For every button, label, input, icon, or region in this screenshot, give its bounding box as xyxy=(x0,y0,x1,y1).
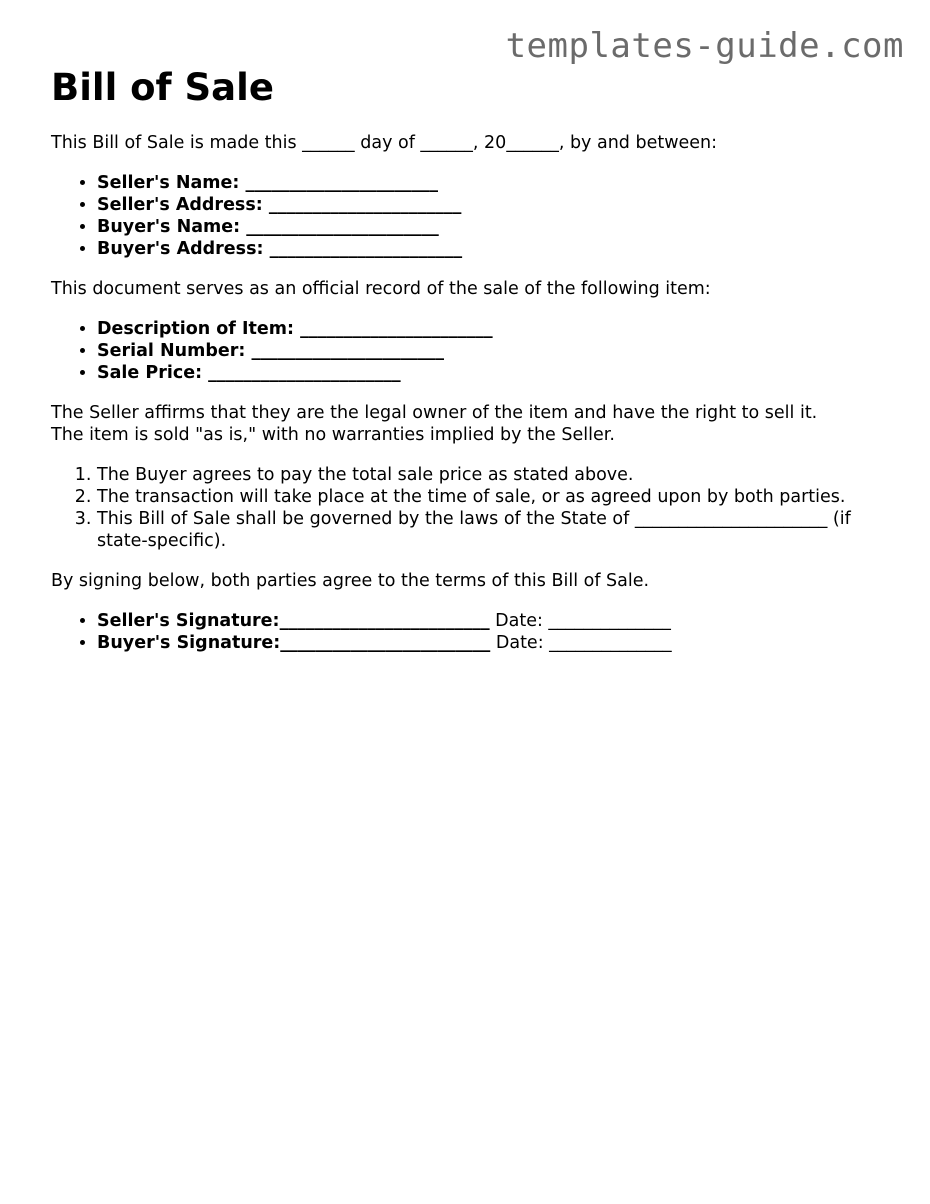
affirmation-line-1: The Seller affirms that they are the legal owner of the item and have the right to sell it. xyxy=(51,403,818,423)
list-item-buyers-name xyxy=(97,216,901,238)
document-body xyxy=(51,64,901,654)
affirmation-line-2: The item is sold "as is," with no warranties implied by the Seller. xyxy=(51,425,615,445)
terms-list xyxy=(51,464,901,552)
term-item: 2. The transaction will take place at the time of sale, or as agreed upon by both parties. xyxy=(97,486,901,508)
signature-list xyxy=(51,610,901,654)
intro-text: This Bill of Sale is made this ______ day of ______, 20______, by and between: xyxy=(51,133,718,153)
list-item-buyer-signature xyxy=(97,632,901,654)
field-label: Seller's Address: xyxy=(97,195,263,215)
field-blank: ______________________ xyxy=(300,319,493,339)
list-item-sale-price xyxy=(97,362,901,384)
term-item: 3. This Bill of Sale shall be governed by the laws of the State of ______________________ (if state-specific). xyxy=(97,508,901,552)
field-label: Buyer's Name: xyxy=(97,217,241,237)
list-item-buyers-address xyxy=(97,238,901,260)
field-label: Description of Item: xyxy=(97,319,294,339)
field-blank: ______________________ xyxy=(269,239,463,259)
list-item-sellers-name xyxy=(97,172,901,194)
field-label: Sale Price: xyxy=(97,363,203,383)
signing-note: By signing below, both parties agree to the terms of this Bill of Sale. xyxy=(51,571,650,591)
list-item-serial-number xyxy=(97,340,901,362)
page-title: Bill of Sale xyxy=(51,66,274,109)
date-field: Date: ______________ xyxy=(495,611,671,631)
signature-blank: ________________________ xyxy=(279,611,490,631)
field-label: Serial Number: xyxy=(97,341,246,361)
term-item: 1. The Buyer agrees to pay the total sale price as stated above. xyxy=(97,464,901,486)
date-field: Date: ______________ xyxy=(495,633,672,653)
list-item-seller-signature xyxy=(97,610,901,632)
field-blank: ______________________ xyxy=(208,363,401,383)
field-blank: ______________________ xyxy=(246,217,439,237)
field-label: Seller's Name: xyxy=(97,173,240,193)
list-item-description xyxy=(97,318,901,340)
field-blank: ______________________ xyxy=(268,195,462,215)
signature-label: Buyer's Signature: xyxy=(97,633,281,653)
list-item-sellers-address xyxy=(97,194,901,216)
document-note: This document serves as an official record of the sale of the following item: xyxy=(51,279,711,299)
affirmation-paragraph xyxy=(51,402,901,446)
field-blank: ______________________ xyxy=(245,173,438,193)
parties-list xyxy=(51,172,901,260)
field-label: Buyer's Address: xyxy=(97,239,264,259)
signature-blank: ________________________ xyxy=(280,633,491,653)
watermark: templates-guide.com xyxy=(505,26,904,66)
item-details-list xyxy=(51,318,901,384)
field-blank: ______________________ xyxy=(251,341,444,361)
signature-label: Seller's Signature: xyxy=(97,611,280,631)
